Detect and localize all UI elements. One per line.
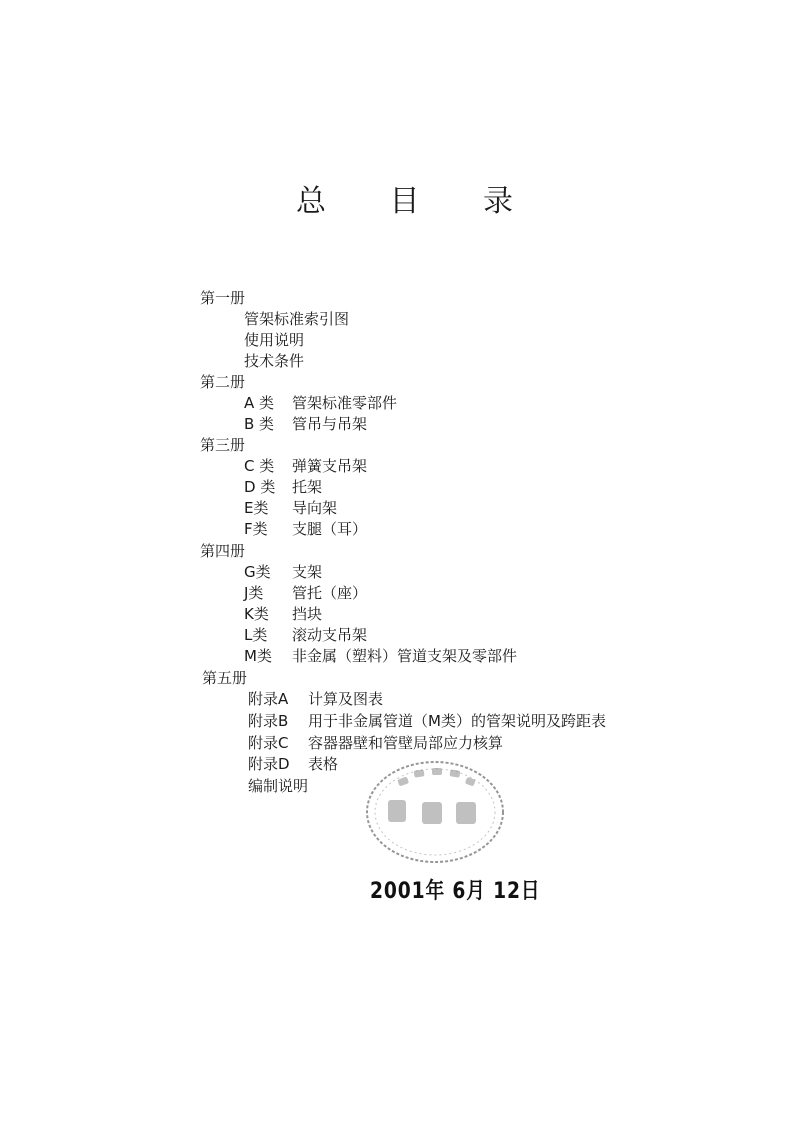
toc-item-text: 托架 bbox=[292, 478, 323, 496]
toc-item-text: 滚动支吊架 bbox=[292, 626, 368, 644]
toc-item bbox=[248, 711, 606, 731]
toc-item-text: 支架 bbox=[292, 563, 323, 581]
toc-item-text: 非金属（塑料）管道支架及零部件 bbox=[292, 647, 518, 665]
toc-item bbox=[244, 414, 367, 434]
toc-item-code: 附录C bbox=[248, 734, 289, 752]
toc-item-text: 管吊与吊架 bbox=[292, 415, 368, 433]
toc-item bbox=[244, 498, 337, 518]
toc-item-code: B 类 bbox=[244, 415, 275, 433]
toc-item bbox=[244, 330, 304, 350]
toc-item bbox=[248, 689, 383, 709]
toc-item-text: 管架标准零部件 bbox=[292, 394, 398, 412]
toc-item-text: 用于非金属管道（M类）的管架说明及跨距表 bbox=[308, 712, 606, 730]
toc-item-text: 容器器壁和管壁局部应力核算 bbox=[308, 734, 504, 752]
toc-item-code: 附录D bbox=[248, 755, 290, 773]
toc-item-text: 管架标准索引图 bbox=[244, 310, 350, 328]
toc-item-code: M类 bbox=[244, 647, 272, 665]
volume-heading-2: 第二册 bbox=[200, 373, 246, 391]
toc-item-code: G类 bbox=[244, 563, 271, 581]
volume-heading-5: 第五册 bbox=[202, 669, 248, 687]
toc-item-code: L类 bbox=[244, 626, 268, 644]
toc-item bbox=[244, 625, 367, 645]
toc-item bbox=[244, 309, 349, 329]
toc-item-code: 附录A bbox=[248, 690, 289, 708]
toc-item-code: K类 bbox=[244, 605, 269, 623]
toc-item-code: E类 bbox=[244, 499, 269, 517]
toc-item-text: 计算及图表 bbox=[308, 690, 384, 708]
toc-item-code: A 类 bbox=[244, 394, 275, 412]
toc-item-text: 支腿（耳） bbox=[292, 520, 368, 538]
toc-item-code: D 类 bbox=[244, 478, 276, 496]
toc-item-text: 管托（座） bbox=[292, 584, 368, 602]
toc-item bbox=[244, 583, 367, 603]
toc-item bbox=[244, 646, 517, 666]
page-title: 总 目 录 bbox=[295, 184, 541, 219]
toc-item bbox=[244, 519, 367, 539]
toc-item bbox=[248, 733, 503, 753]
toc-item bbox=[244, 351, 304, 371]
volume-heading-3: 第三册 bbox=[200, 436, 246, 454]
volume-heading-1: 第一册 bbox=[200, 289, 246, 307]
toc-item-text: 弹簧支吊架 bbox=[292, 457, 368, 475]
toc-item-code: C 类 bbox=[244, 457, 275, 475]
toc-item bbox=[248, 754, 338, 774]
toc-item bbox=[244, 456, 367, 476]
volume-heading-4: 第四册 bbox=[200, 542, 246, 560]
toc-item-text: 挡块 bbox=[292, 605, 323, 623]
toc-item bbox=[244, 604, 322, 624]
stamp-date: 2001年 6月 12日 bbox=[370, 879, 541, 904]
toc-item bbox=[244, 393, 397, 413]
toc-item-text: 使用说明 bbox=[244, 331, 305, 349]
toc-item-code: 附录B bbox=[248, 712, 289, 730]
toc-item-text: 技术条件 bbox=[244, 352, 305, 370]
toc-item-code: F类 bbox=[244, 520, 268, 538]
toc-item-text: 表格 bbox=[308, 755, 339, 773]
toc-item-text: 编制说明 bbox=[248, 777, 309, 795]
toc-item bbox=[248, 776, 308, 796]
seal-stamp bbox=[364, 758, 506, 866]
toc-item bbox=[244, 562, 322, 582]
toc-item-code: J类 bbox=[244, 584, 264, 602]
toc-item bbox=[244, 477, 322, 497]
toc-item-text: 导向架 bbox=[292, 499, 338, 517]
